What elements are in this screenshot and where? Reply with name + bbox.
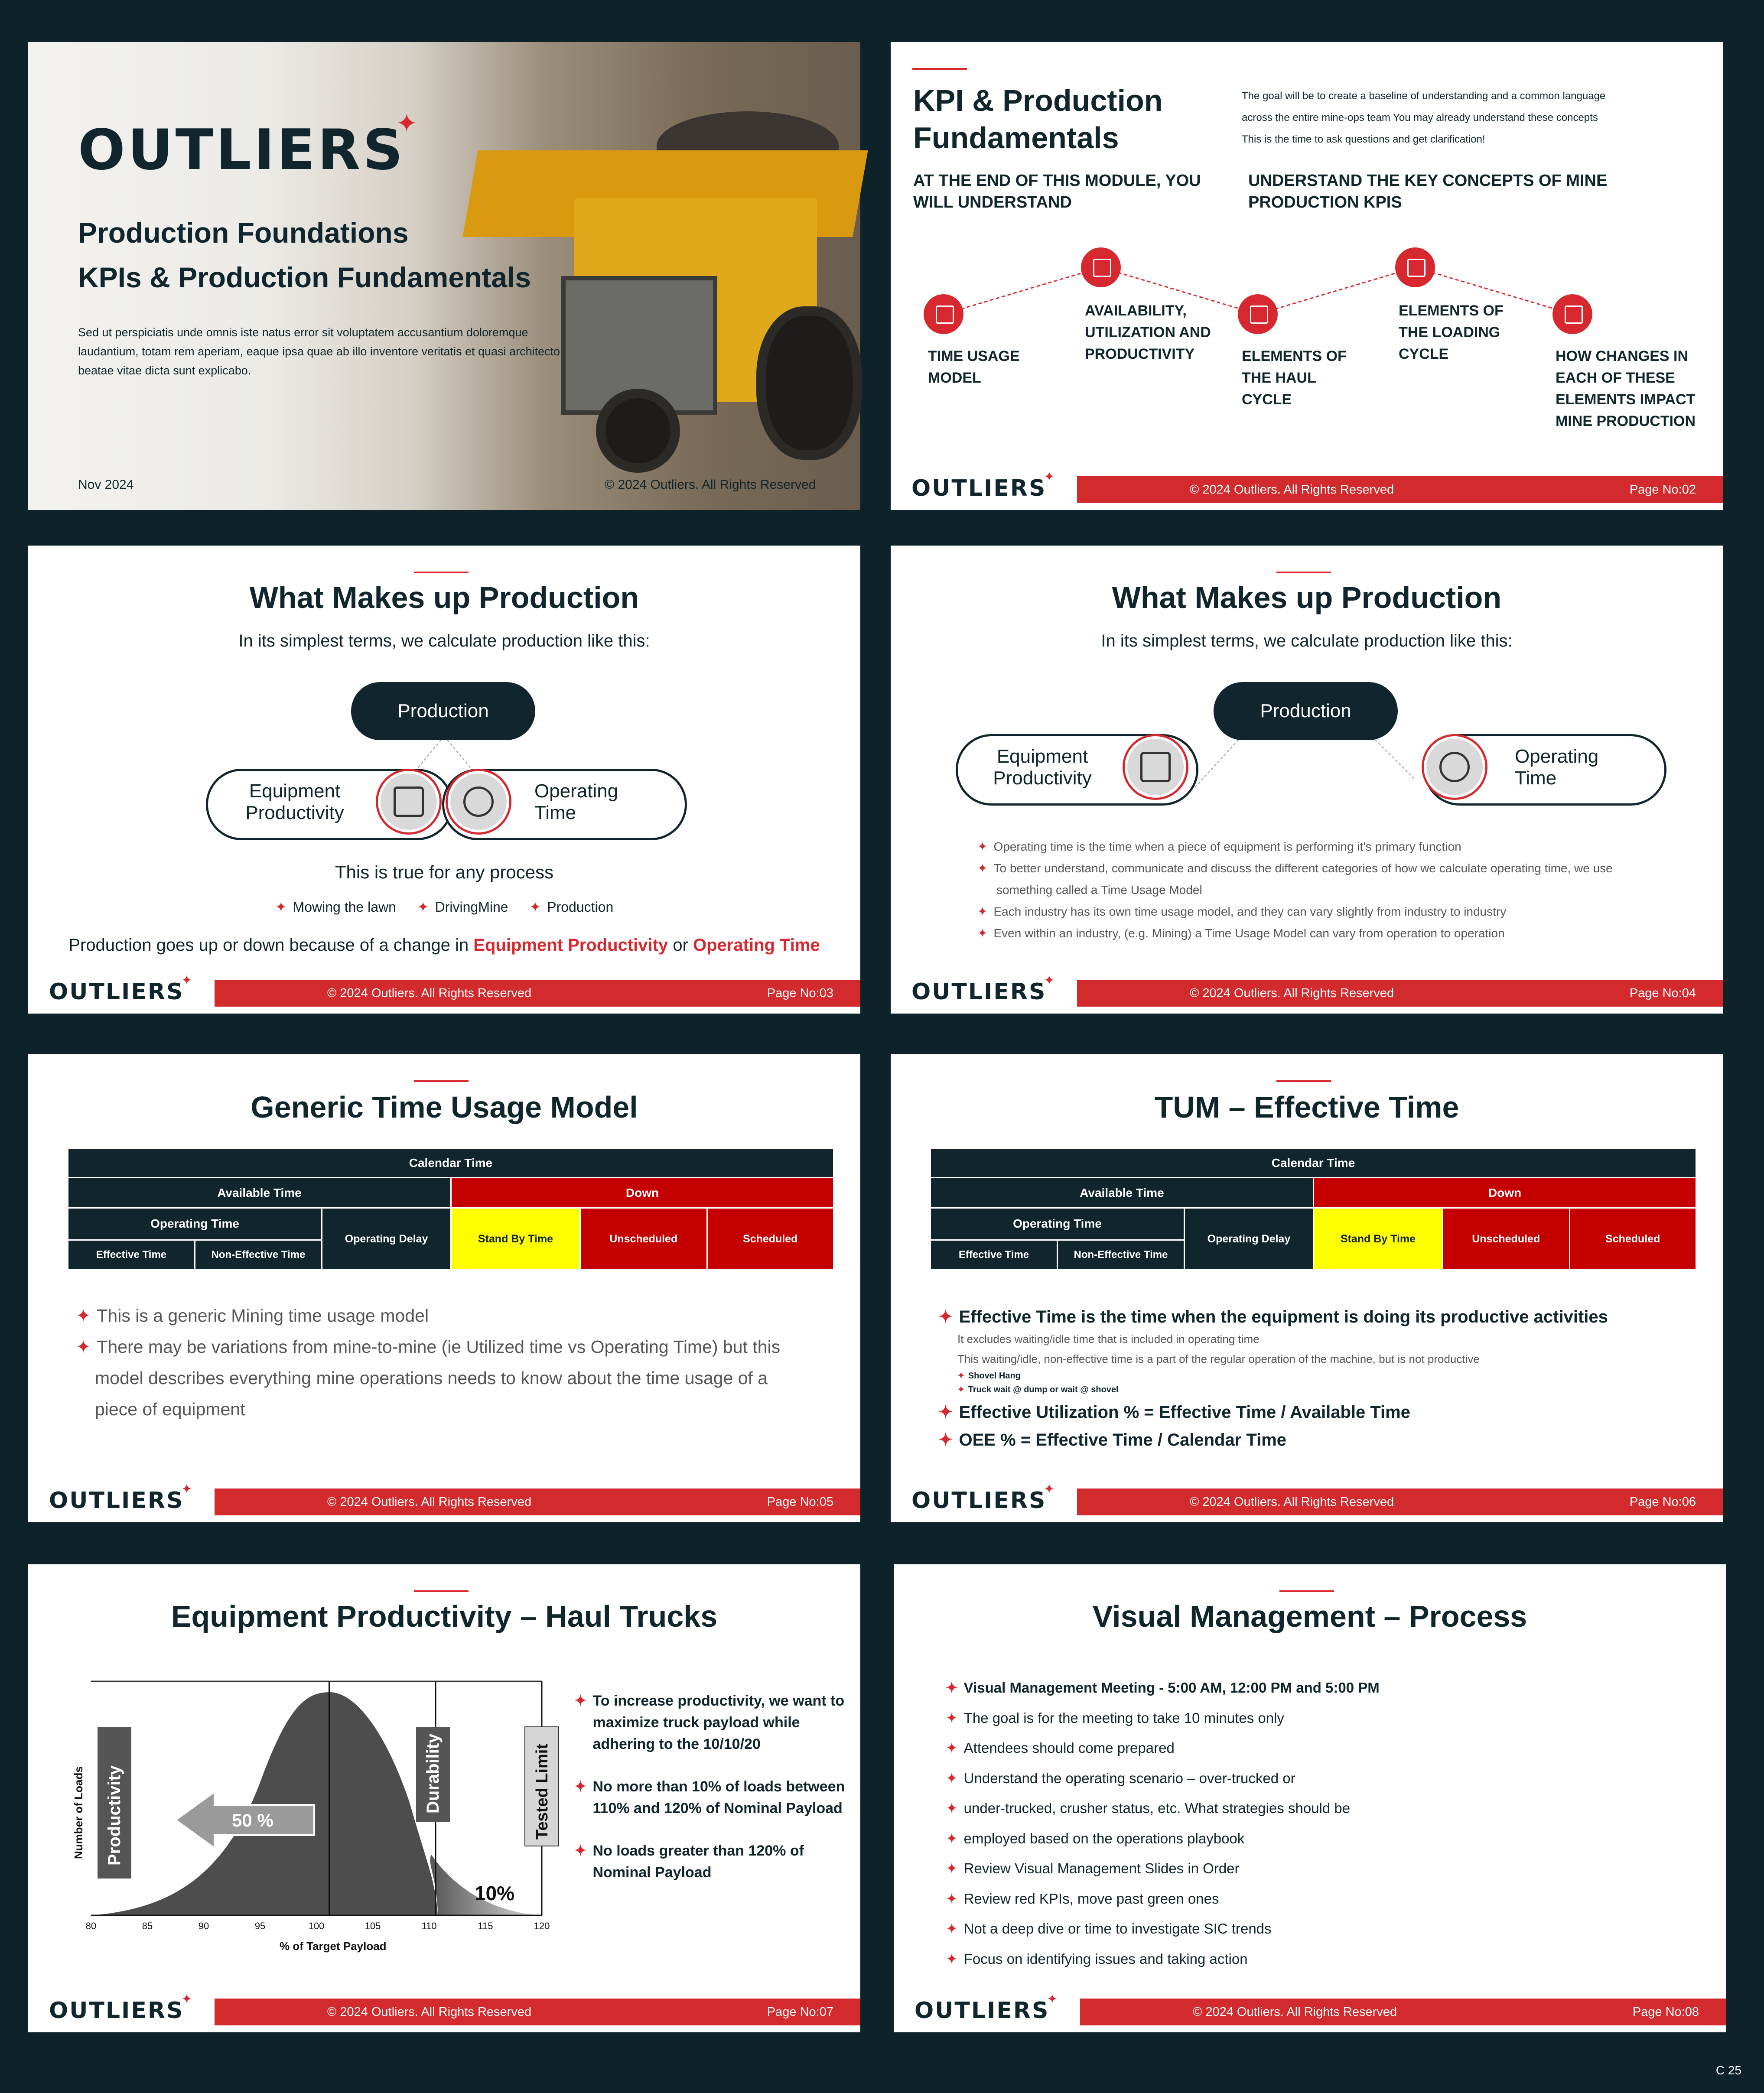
slide-2-kpi-fundamentals[interactable]	[891, 42, 1723, 510]
effective-time-bullets	[938, 1305, 1697, 1452]
sub-bullet: ✦ Truck wait @ dump or wait @ shovel	[938, 1383, 1697, 1397]
operating-delay-cell: Operating Delay	[322, 1208, 451, 1270]
slide-title: TUM – Effective Time	[1154, 1090, 1459, 1124]
star-bullet-icon: ✦	[946, 1680, 958, 1696]
computer-icon	[378, 771, 439, 832]
outliers-logo: OUTLIERS ✦	[49, 1992, 194, 2024]
bullet-item: ✦ Effective Utilization % = Effective Time / Available Time	[938, 1397, 1697, 1428]
calendar-time-cell: Calendar Time	[931, 1148, 1696, 1178]
slide-title: What Makes up Production	[1112, 581, 1502, 614]
x-tick-label: 85	[142, 1921, 153, 1931]
footer-bar	[215, 1999, 860, 2025]
footer-copyright: © 2024 Outliers. All Rights Reserved	[1190, 986, 1394, 1000]
footer-bar	[1077, 476, 1723, 503]
outliers-logo: OUTLIERS ✦	[911, 973, 1056, 1005]
star-bullet-icon: ✦	[946, 1830, 958, 1846]
process-list	[946, 1673, 1683, 1974]
outliers-logo: OUTLIERS ✦	[49, 1482, 194, 1514]
outliers-logo: OUTLIERS ✦	[915, 1992, 1059, 2024]
chart-icon	[924, 294, 963, 334]
down-cell: Down	[451, 1178, 834, 1208]
intro-line: The goal will be to create a baseline of understanding and a common language	[1242, 90, 1606, 102]
star-bullet-icon: ✦	[417, 899, 429, 915]
page-number: Page No:04	[1629, 986, 1696, 1000]
list-item: ✦ Review Visual Management Slides in Order	[946, 1853, 1683, 1884]
node-label: TIME USAGE MODEL	[928, 348, 1020, 386]
logo-star-icon: ✦	[181, 973, 194, 988]
operating-time-cell: Operating Time	[931, 1208, 1185, 1240]
operating-line: Operating	[534, 780, 618, 802]
bullet-list	[76, 1300, 813, 1425]
star-bullet-icon: ✦	[946, 1921, 958, 1937]
logo-star-icon: ✦	[181, 1482, 194, 1497]
non-effective-time-cell: Non-Effective Time	[1058, 1240, 1185, 1270]
star-bullet-icon: ✦	[938, 1307, 953, 1326]
outliers-logo: OUTLIERS ✦	[78, 108, 420, 182]
down-split-cell	[580, 1208, 834, 1270]
chart-icon	[1238, 294, 1278, 334]
star-bullet-icon: ✦	[76, 1337, 91, 1357]
bullet-item: ✦ Even within an industry, (e.g. Mining) a Time Usage Model can vary from operation to operation	[977, 923, 1671, 944]
bullet-item: ✦ There may be variations from mine-to-mine (ie Utilized time vs Operating Time) but this	[76, 1331, 813, 1362]
available-time-cell: Available Time	[68, 1178, 451, 1208]
star-bullet-icon: ✦	[946, 1950, 958, 1967]
scheduled-cell: Scheduled	[1605, 1232, 1660, 1245]
star-bullet-icon: ✦	[76, 1306, 91, 1326]
star-bullet-icon: ✦	[977, 905, 988, 918]
star-bullet-icon: ✦	[977, 926, 988, 940]
truck-wheel	[756, 306, 862, 460]
accent-line	[414, 1590, 469, 1592]
x-tick-label: 95	[254, 1921, 266, 1931]
sub-bullet: ✦ Shovel Hang	[938, 1369, 1697, 1383]
x-tick-label: 105	[365, 1921, 381, 1931]
true-for-any-process: This is true for any process	[335, 862, 554, 882]
standby-cell: Stand By Time	[451, 1208, 580, 1270]
logo-star-icon: ✦	[396, 108, 420, 139]
x-tick-label: 120	[534, 1921, 550, 1931]
bullet-continuation: piece of equipment	[95, 1399, 245, 1419]
bullet-list	[574, 1690, 852, 1883]
non-effective-time-cell: Non-Effective Time	[195, 1240, 322, 1270]
gear-clock-icon	[448, 771, 509, 832]
star-bullet-icon: ✦	[529, 899, 541, 915]
star-bullet-icon: ✦	[946, 1860, 958, 1876]
footer-bar	[215, 980, 860, 1007]
bullet-item: ✦ OEE % = Effective Time / Calendar Time	[938, 1428, 1697, 1452]
intro-line: across the entire mine-ops team You may already understand these concepts	[1242, 112, 1598, 124]
hero-body-text: Sed ut perspiciatis unde omnis iste natus error sit voluptatem accusantium doloremque laudantium, totam rem aperiam, eaque ipsa quae ab illo inventore veritatis et quasi architecto beatae vitae dicta sunt explicabo.	[78, 326, 560, 377]
gear-clock-icon	[1424, 736, 1485, 798]
slide-subtitle: In its simplest terms, we calculate production like this:	[238, 631, 650, 650]
chart-icon	[1395, 247, 1435, 287]
x-tick-label: 110	[421, 1921, 437, 1931]
footer-copyright: © 2024 Outliers. All Rights Reserved	[1190, 1495, 1394, 1509]
star-bullet-icon: ✦	[275, 899, 287, 915]
page-number: Page No:03	[767, 986, 833, 1000]
slide-subtitle: In its simplest terms, we calculate production like this:	[1101, 631, 1513, 650]
example-item: DrivingMine	[435, 899, 508, 915]
slide-7-haul-trucks[interactable]	[28, 1564, 860, 2032]
hero-title-line2: KPIs & Production Fundamentals	[78, 261, 531, 293]
list-item: ✦ Visual Management Meeting - 5:00 AM, 12:00 PM and 5:00 PM	[946, 1673, 1683, 1703]
right-heading: UNDERSTAND THE KEY CONCEPTS OF MINE PRODUCTION KPIS	[1248, 172, 1608, 211]
statement-highlight: Equipment Productivity	[473, 936, 668, 955]
slide-5-generic-tum[interactable]	[28, 1054, 860, 1522]
durability-label: Durability	[423, 1733, 443, 1814]
outliers-logo: OUTLIERS ✦	[911, 469, 1056, 501]
operating-label	[1515, 746, 1598, 789]
time-line: Time	[1515, 767, 1557, 789]
bullet-item: ✦ Each industry has its own time usage model, and they can vary slightly from industry to industry	[977, 901, 1671, 923]
footer-copyright: © 2024 Outliers. All Rights Reserved	[1190, 483, 1394, 497]
star-bullet-icon: ✦	[946, 1740, 958, 1756]
accent-line	[414, 1080, 469, 1082]
calendar-time-cell: Calendar Time	[68, 1148, 834, 1178]
sub-text: It excludes waiting/idle time that is included in operating time	[957, 1332, 1260, 1346]
x-tick-label: 80	[85, 1921, 97, 1931]
list-item: ✦ Attendees should come prepared	[946, 1733, 1683, 1763]
x-tick-label: 90	[198, 1921, 209, 1931]
list-item: ✦ Not a deep dive or time to investigate SIC trends	[946, 1914, 1683, 1944]
hero-date: Nov 2024	[78, 478, 134, 492]
scheduled-cell: Scheduled	[743, 1232, 798, 1245]
footer-copyright: © 2024 Outliers. All Rights Reserved	[327, 2005, 532, 2019]
statement-highlight: Operating Time	[693, 936, 820, 955]
bullet-list	[977, 836, 1671, 944]
star-bullet-icon: ✦	[957, 1385, 965, 1394]
bullet-item: ✦ Operating time is the time when a piece of equipment is performing it's primary function	[977, 836, 1671, 858]
footer-bar	[1077, 1488, 1723, 1515]
chart-icon	[1552, 294, 1592, 334]
footer-bar	[215, 1488, 860, 1515]
operating-time-cell: Operating Time	[68, 1208, 322, 1240]
footer-copyright: © 2024 Outliers. All Rights Reserved	[1193, 2005, 1397, 2019]
sub-text: This waiting/idle, non-effective time is a part of the regular operation of the machine, but is not productive	[957, 1352, 1480, 1365]
effective-time-cell: Effective Time	[931, 1240, 1058, 1270]
tested-limit-label: Tested Limit	[533, 1744, 551, 1840]
list-item: ✦ Understand the operating scenario – over-trucked or	[946, 1763, 1683, 1794]
outliers-logo: OUTLIERS ✦	[49, 973, 194, 1005]
footer-copyright: © 2024 Outliers. All Rights Reserved	[327, 1495, 532, 1509]
corner-label: C 25	[1715, 2064, 1741, 2077]
star-bullet-icon: ✦	[946, 1800, 958, 1816]
slide-title: What Makes up Production	[249, 581, 639, 614]
page-number: Page No:05	[767, 1495, 833, 1509]
accent-line	[1276, 1080, 1331, 1082]
slide-6-effective-time[interactable]	[891, 1054, 1723, 1522]
bullet-continuation: something called a Time Usage Model	[996, 883, 1202, 897]
bullet-item: ✦ This is a generic Mining time usage model	[76, 1300, 813, 1331]
y-axis-label: Number of Loads	[72, 1766, 85, 1859]
bullet-item: ✦ To better understand, communicate and discuss the different categories of how we calculate operating time, we use	[977, 858, 1671, 879]
slide-8-visual-management[interactable]	[894, 1564, 1726, 2032]
effective-time-cell: Effective Time	[68, 1240, 195, 1270]
left-heading: AT THE END OF THIS MODULE, YOU WILL UNDERSTAND	[913, 172, 1201, 211]
node-label: HOW CHANGES IN EACH OF THESE ELEMENTS IMPACT MINE PRODUCTION	[1556, 348, 1696, 429]
slide-title: Generic Time Usage Model	[251, 1090, 638, 1124]
logo-star-icon: ✦	[181, 1992, 194, 2007]
productivity-line: Productivity	[245, 802, 344, 823]
logo-star-icon: ✦	[1044, 973, 1056, 988]
bullet-item: ✦ No more than 10% of loads between 110% and 120% of Nominal Payload	[574, 1776, 852, 1819]
outliers-logo: OUTLIERS ✦	[911, 1482, 1056, 1514]
list-item: ✦ Review red KPIs, move past green ones	[946, 1884, 1683, 1914]
accent-line	[1279, 1590, 1334, 1592]
time-usage-table	[930, 1147, 1697, 1271]
hero-title-line1: Production Foundations	[78, 217, 409, 249]
chart-icon	[1081, 247, 1121, 287]
page-number: Page No:08	[1632, 2005, 1699, 2019]
computer-icon	[1125, 736, 1186, 798]
equipment-label	[986, 746, 1099, 789]
label-10-percent: 10%	[475, 1882, 515, 1904]
intro-line: This is the time to ask questions and get clarification!	[1242, 133, 1485, 145]
logo-star-icon: ✦	[1047, 1992, 1059, 2007]
bullet-item: ✦ No loads greater than 120% of Nominal Payload	[574, 1840, 852, 1883]
star-bullet-icon: ✦	[957, 1371, 965, 1381]
production-statement	[28, 936, 860, 955]
production-pill: Production	[351, 682, 535, 740]
bullet-item: ✦ Effective Time is the time when the equipment is doing its productive activities	[938, 1305, 1697, 1329]
x-axis-label: % of Target Payload	[280, 1940, 387, 1953]
bullet-continuation: model describes everything mine operations needs to know about the time usage of a	[95, 1368, 768, 1388]
time-usage-table	[67, 1147, 834, 1271]
footer-bar	[1077, 980, 1723, 1007]
x-tick-label: 115	[478, 1921, 493, 1931]
logo-star-icon: ✦	[1044, 1482, 1056, 1497]
statement-text: or	[668, 936, 693, 955]
operating-label	[534, 780, 618, 824]
operating-line: Operating	[1515, 746, 1599, 767]
node-label: AVAILABILITY, UTILIZATION AND PRODUCTIVITY	[1085, 302, 1211, 362]
list-item: ✦ under-trucked, crusher status, etc. What strategies should be	[946, 1793, 1683, 1823]
footer-bar	[1080, 1999, 1726, 2025]
statement-text: Production goes up or down because of a change in	[68, 936, 474, 955]
star-bullet-icon: ✦	[574, 1843, 587, 1859]
label-50-percent: 50 %	[232, 1810, 273, 1830]
slide-4-production-detail[interactable]	[891, 546, 1723, 1014]
available-time-cell: Available Time	[931, 1178, 1314, 1208]
star-bullet-icon: ✦	[977, 861, 988, 875]
down-cell: Down	[1314, 1178, 1696, 1208]
list-item: ✦ The goal is for the meeting to take 10 minutes only	[946, 1703, 1683, 1733]
examples-row	[28, 899, 860, 915]
slide-title: KPI & Production Fundamentals	[913, 84, 1163, 155]
x-tick-label: 100	[308, 1921, 325, 1931]
productivity-label: Productivity	[105, 1765, 124, 1866]
node-connector-lines	[891, 42, 1723, 510]
payload-distribution-chart	[46, 1673, 551, 1953]
production-pill: Production	[1214, 682, 1398, 740]
page-number: Page No:02	[1629, 483, 1696, 497]
unscheduled-cell: Unscheduled	[581, 1209, 708, 1269]
slide-title: Visual Management – Process	[1092, 1599, 1527, 1633]
standby-cell: Stand By Time	[1314, 1208, 1443, 1270]
truck-wheel	[596, 389, 680, 473]
list-item: ✦ Focus on identifying issues and taking action	[946, 1944, 1683, 1974]
equipment-line: Equipment	[249, 780, 341, 802]
slide-1-title[interactable]	[28, 42, 860, 510]
example-item: Production	[547, 899, 614, 915]
star-bullet-icon: ✦	[977, 840, 988, 853]
hero-copyright: © 2024 Outliers. All Rights Reserved	[605, 478, 816, 492]
productivity-line: Productivity	[993, 767, 1092, 789]
time-line: Time	[534, 802, 576, 823]
slide-3-production[interactable]	[28, 546, 860, 1014]
list-item: ✦ employed based on the operations playbook	[946, 1823, 1683, 1854]
x-tick-labels	[86, 1921, 550, 1931]
bullet-item: ✦ To increase productivity, we want to maximize truck payload while adhering to the 10/10/20	[574, 1690, 852, 1755]
operating-delay-cell: Operating Delay	[1185, 1208, 1314, 1270]
star-bullet-icon: ✦	[574, 1693, 587, 1709]
star-bullet-icon: ✦	[946, 1770, 958, 1786]
star-bullet-icon: ✦	[574, 1778, 587, 1795]
unscheduled-cell: Unscheduled	[1443, 1209, 1570, 1269]
star-bullet-icon: ✦	[938, 1403, 953, 1422]
slide-title: Equipment Productivity – Haul Trucks	[171, 1599, 718, 1633]
node-label: ELEMENTS OF THE LOADING CYCLE	[1399, 302, 1504, 362]
node-label: ELEMENTS OF THE HAUL CYCLE	[1242, 348, 1347, 408]
logo-star-icon: ✦	[1044, 469, 1056, 484]
footer-copyright: © 2024 Outliers. All Rights Reserved	[327, 986, 532, 1000]
distribution-area-left	[91, 1692, 438, 1915]
equipment-label	[245, 780, 345, 824]
equipment-line: Equipment	[996, 746, 1088, 767]
star-bullet-icon: ✦	[938, 1430, 953, 1450]
page-number: Page No:07	[767, 2005, 833, 2019]
page-number: Page No:06	[1629, 1495, 1696, 1509]
example-item: Mowing the lawn	[293, 899, 396, 915]
down-split-cell	[1443, 1208, 1696, 1270]
star-bullet-icon: ✦	[946, 1710, 958, 1726]
star-bullet-icon: ✦	[946, 1890, 958, 1907]
